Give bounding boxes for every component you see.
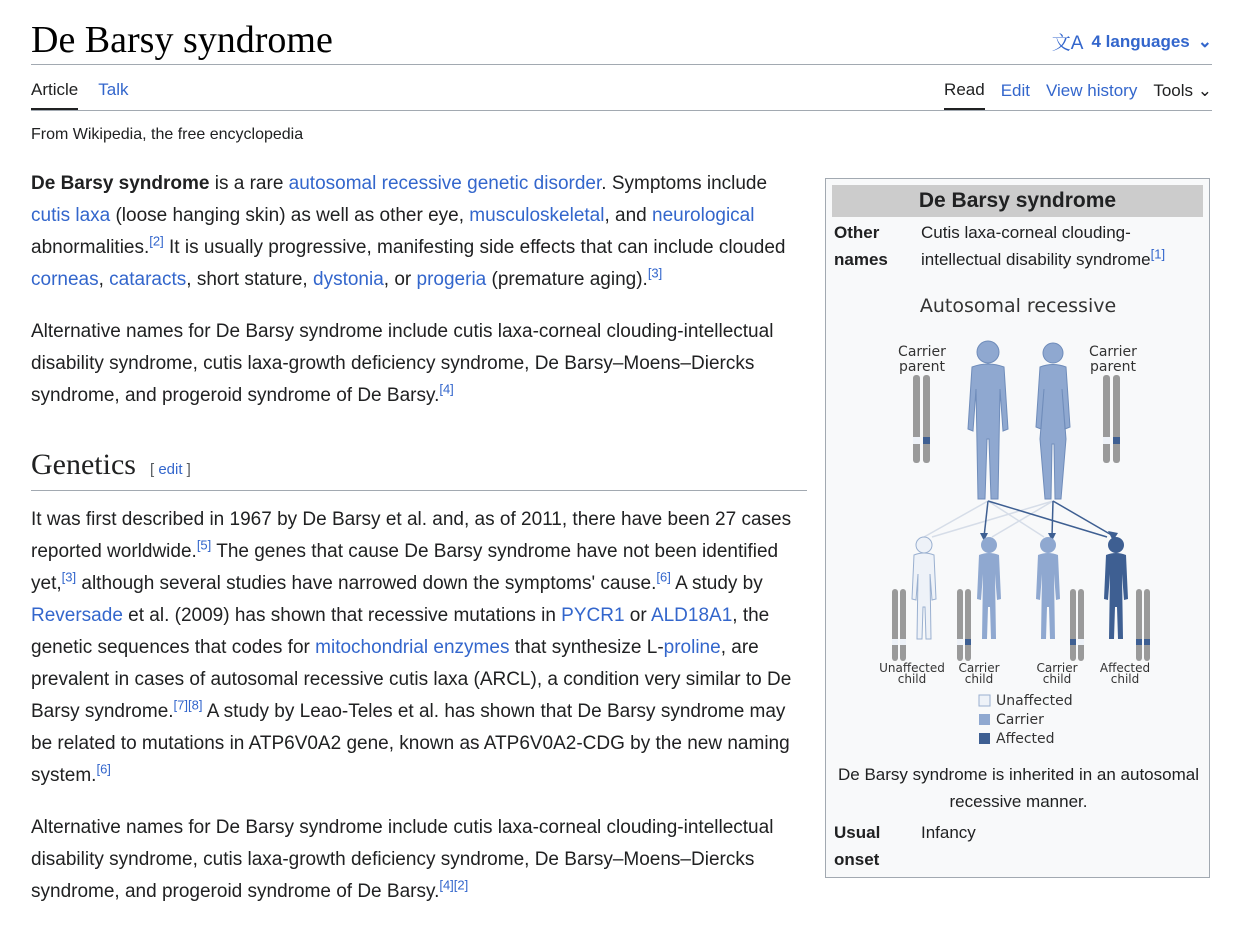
infobox-label-onset: Usual onset — [834, 823, 881, 869]
carrier-parent-right-line2: parent — [1090, 359, 1136, 375]
text: It was first described in 1967 by De Barsy et al. and, as of 2011, there have been 27 cases reported worldwide. — [31, 509, 792, 562]
link-reversade[interactable]: Reversade — [31, 605, 123, 626]
ref-link[interactable]: [1] — [1150, 246, 1166, 262]
site-tagline: From Wikipedia, the free encyclopedia — [31, 126, 304, 143]
text: (loose hanging skin) as well as other eye, — [110, 205, 470, 226]
ref-link[interactable]: [5] — [196, 537, 212, 553]
text: although several studies have narrowed down the symptoms' cause. — [76, 573, 657, 594]
parent-left-chromosomes — [913, 375, 930, 463]
inheritance-arrows — [924, 501, 1118, 541]
text: , the genetic sequences that codes for — [31, 605, 770, 658]
section-edit: [ edit ] — [149, 461, 191, 478]
infobox-value-onset: Infancy — [921, 823, 976, 842]
carrier-parent-left-line2: parent — [899, 359, 945, 375]
page-title: De Barsy syndrome — [31, 19, 333, 61]
legend-carrier: Carrier — [996, 712, 1044, 728]
intro-paragraph-2 — [31, 316, 811, 412]
child-label-4-line2: child — [1110, 672, 1140, 686]
tab-article[interactable]: Article — [31, 80, 78, 110]
child-label-3-line1: Carrier — [1036, 661, 1078, 675]
text: , are prevalent in cases of autosomal recessive cutis laxa (ARCL), a condition very similar to De Barsy syndrome. — [31, 637, 792, 722]
chevron-down-icon: ⌄ — [1197, 31, 1212, 51]
text: or — [624, 605, 651, 626]
section-edit-link[interactable]: edit — [158, 461, 183, 478]
legend-unaffected: Unaffected — [996, 693, 1073, 709]
ref-link[interactable]: [4][2] — [439, 877, 469, 893]
text: Cutis laxa-corneal clouding-intellectual disability syndrome — [921, 223, 1151, 269]
mother-figure — [1036, 343, 1070, 499]
legend-affected: Affected — [996, 731, 1055, 747]
text: (premature aging). — [486, 269, 648, 290]
text: Alternative names for De Barsy syndrome include cutis laxa-corneal clouding-intellectual disability syndrome, cutis laxa-growth deficiency syndrome, De Barsy–Moens–Diercks syndrome, and progeroid syndrome of De Barsy. — [31, 321, 774, 406]
tab-read[interactable]: Read — [944, 80, 985, 110]
text: Alternative names for De Barsy syndrome include cutis laxa-corneal clouding-intellectual disability syndrome, cutis laxa-growth deficiency syndrome, De Barsy–Moens–Diercks syndrome, and progeroid syndrome of De Barsy. — [31, 817, 774, 902]
text: et al. (2009) has shown that recessive mutations in — [122, 605, 562, 626]
tabs-divider — [31, 110, 1212, 111]
child-label-1-line1: Unaffected — [879, 661, 945, 675]
view-tabs — [944, 80, 1212, 110]
text: It is usually progressive, manifesting side effects that can include clouded — [163, 237, 786, 258]
text: , or — [383, 269, 417, 290]
link-proline[interactable]: proline — [663, 637, 721, 658]
infobox-title: De Barsy syndrome — [832, 185, 1203, 217]
infobox-image-caption: De Barsy syndrome is inherited in an autosomal recessive manner. — [838, 765, 1199, 811]
child-affected — [1104, 537, 1150, 661]
ref-link[interactable]: [3] — [61, 569, 77, 585]
link-ald18a1[interactable]: ALD18A1 — [650, 605, 733, 626]
link-pycr1[interactable]: PYCR1 — [561, 605, 625, 626]
link-autosomal-recessive[interactable]: autosomal recessive genetic disorder — [288, 173, 602, 194]
translate-icon: 文A — [1051, 33, 1084, 54]
ref-link[interactable]: [3] — [647, 265, 663, 281]
ref-link[interactable]: [6] — [96, 761, 111, 777]
text: A study by Leao-Teles et al. has shown that De Barsy syndrome may be related to mutations in ATP6V0A2 gene, known as ATP6V0A2-CDG by the new naming system. — [31, 701, 790, 786]
ref-link[interactable]: [6] — [656, 569, 671, 585]
chevron-down-icon: ⌄ — [1197, 81, 1212, 100]
infobox — [825, 178, 1210, 878]
tab-edit[interactable]: Edit — [1000, 81, 1030, 100]
child-unaffected — [892, 537, 936, 661]
infobox-value-other-names — [921, 219, 1201, 273]
languages-label: 4 languages — [1091, 31, 1190, 51]
tab-view-history[interactable]: View history — [1045, 81, 1138, 100]
link-cataracts[interactable]: cataracts — [109, 269, 187, 290]
child-carrier-2 — [1036, 537, 1084, 661]
tab-talk[interactable]: Talk — [98, 80, 129, 99]
section-title: Genetics — [31, 448, 136, 481]
child-label-1-line2: child — [897, 672, 927, 686]
subject-bold: De Barsy syndrome — [31, 173, 210, 194]
link-musculoskeletal[interactable]: musculoskeletal — [469, 205, 605, 226]
link-dystonia[interactable]: dystonia — [313, 269, 384, 290]
text: , — [98, 269, 110, 290]
title-divider — [31, 64, 1212, 65]
diagram-legend — [979, 693, 1073, 747]
text: is a rare — [209, 173, 289, 194]
child-label-2-line2: child — [964, 672, 994, 686]
text: , short stature, — [186, 269, 313, 290]
link-mitochondrial-enzymes[interactable]: mitochondrial enzymes — [315, 637, 510, 658]
language-selector[interactable] — [1052, 28, 1212, 55]
tools-label: Tools — [1153, 81, 1194, 100]
namespace-tabs — [31, 80, 128, 110]
carrier-parent-left-line1: Carrier — [898, 344, 946, 360]
infobox-label-other-names: Other names — [834, 223, 888, 269]
text: abnormalities. — [31, 237, 150, 258]
ref-link[interactable]: [4] — [439, 381, 454, 397]
section-heading-genetics — [31, 448, 807, 491]
diagram-title: Autosomal recessive — [919, 295, 1117, 317]
father-figure — [968, 341, 1008, 499]
ref-link[interactable]: [2] — [149, 233, 164, 249]
carrier-parent-right-line1: Carrier — [1089, 344, 1137, 360]
ref-link[interactable]: [7][8] — [173, 697, 203, 713]
text: that synthesize L- — [509, 637, 664, 658]
child-label-3-line2: child — [1042, 672, 1072, 686]
genetics-paragraph-1 — [31, 504, 811, 792]
text: . Symptoms include — [601, 173, 768, 194]
inheritance-diagram[interactable] — [832, 289, 1204, 759]
link-neurological[interactable]: neurological — [652, 205, 755, 226]
link-cutis-laxa[interactable]: cutis laxa — [31, 205, 111, 226]
text: A study by — [670, 573, 763, 594]
link-corneas[interactable]: corneas — [31, 269, 99, 290]
text: , and — [604, 205, 653, 226]
genetics-paragraph-2 — [31, 812, 811, 908]
intro-paragraph-1 — [31, 168, 811, 296]
child-label-2-line1: Carrier — [958, 661, 1000, 675]
tools-menu[interactable] — [1153, 81, 1212, 109]
parent-right-chromosomes — [1103, 375, 1120, 463]
child-label-4-line1: Affected — [1099, 661, 1151, 675]
link-progeria[interactable]: progeria — [416, 269, 487, 290]
text: The genes that cause De Barsy syndrome have not been identified yet, — [31, 541, 779, 594]
child-carrier-1 — [957, 537, 1001, 661]
